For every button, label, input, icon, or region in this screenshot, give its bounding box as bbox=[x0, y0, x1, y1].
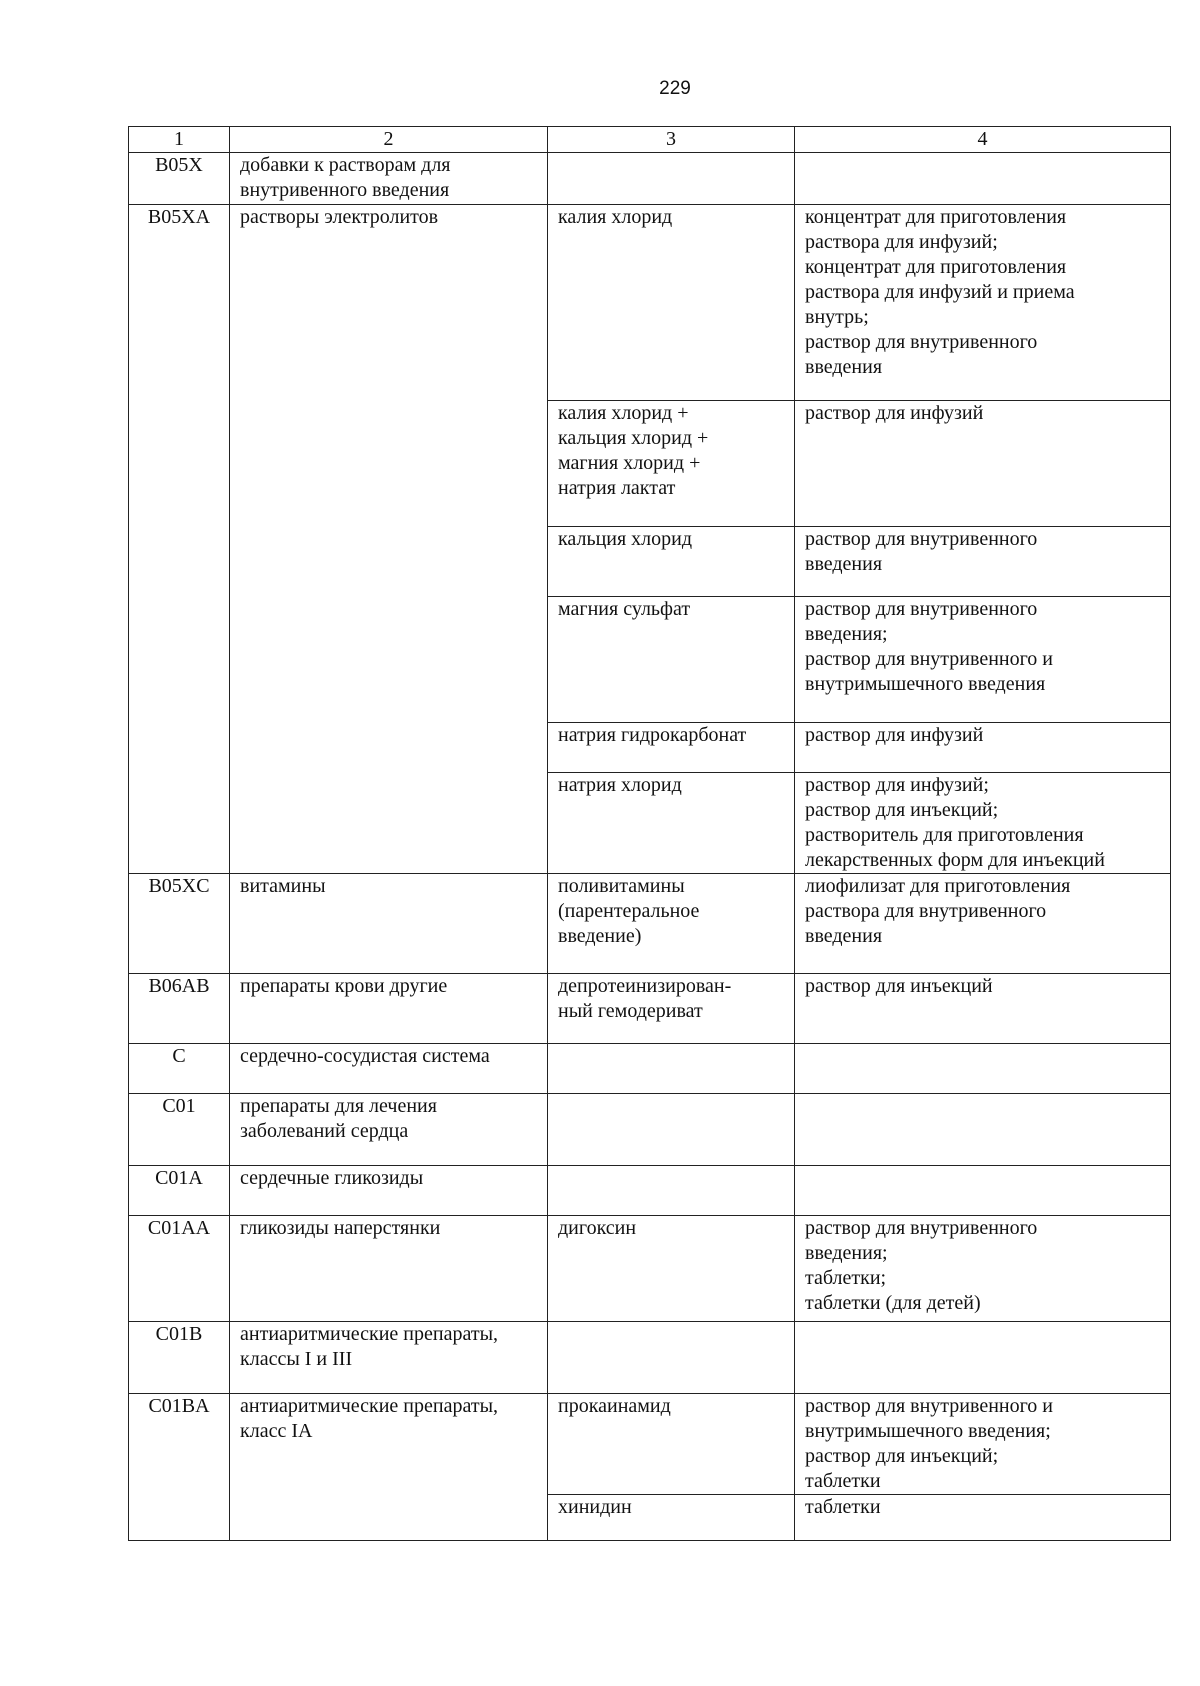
group-text-line: сердечные гликозиды bbox=[240, 1167, 424, 1189]
dosage-form-line: введения bbox=[805, 553, 883, 575]
drug-name-cell bbox=[548, 401, 795, 527]
dosage-form-cell bbox=[795, 1322, 1171, 1394]
dosage-form-line: таблетки (для детей) bbox=[805, 1292, 981, 1314]
table-row bbox=[129, 874, 1171, 974]
dosage-form-line: растворитель для приготовления bbox=[805, 824, 1084, 846]
dosage-form-line: раствор для внутривенного и bbox=[805, 648, 1054, 670]
drug-name-cell bbox=[548, 1216, 795, 1322]
dosage-form-cell bbox=[795, 1166, 1171, 1216]
anatomical-group-cell bbox=[230, 153, 548, 205]
drug-name-cell bbox=[548, 527, 795, 597]
dosage-form-line: раствор для внутривенного bbox=[805, 528, 1038, 550]
group-text-line: класс IA bbox=[240, 1420, 313, 1442]
atc-code: C01A bbox=[155, 1167, 203, 1189]
dosage-form-line: концентрат для приготовления bbox=[805, 256, 1067, 278]
group-text-line: классы I и III bbox=[240, 1348, 353, 1370]
dosage-form-cell bbox=[795, 153, 1171, 205]
column-header: 4 bbox=[795, 127, 1171, 153]
anatomical-group-cell bbox=[230, 874, 548, 974]
drug-name-cell bbox=[548, 1166, 795, 1216]
dosage-form-cell bbox=[795, 527, 1171, 597]
dosage-form-line: раствор для внутривенного и bbox=[805, 1395, 1054, 1417]
table-row bbox=[129, 974, 1171, 1044]
atc-code: C01AA bbox=[147, 1217, 211, 1239]
dosage-form-line: раствор для внутривенного bbox=[805, 598, 1038, 620]
dosage-form-cell bbox=[795, 597, 1171, 723]
dosage-form-cell bbox=[795, 1495, 1171, 1541]
atc-code-cell bbox=[129, 1044, 230, 1094]
group-text-line: сердечно-сосудистая система bbox=[240, 1045, 490, 1067]
anatomical-group-cell bbox=[230, 1094, 548, 1166]
atc-code-cell bbox=[129, 874, 230, 974]
table-row bbox=[129, 1216, 1171, 1322]
group-text-line: антиаритмические препараты, bbox=[240, 1395, 499, 1417]
drug-name-line: ный гемодериват bbox=[558, 1000, 703, 1022]
dosage-form-line: введения bbox=[805, 925, 883, 947]
drug-name-cell bbox=[548, 597, 795, 723]
group-text-line: растворы электролитов bbox=[240, 206, 439, 228]
atc-code-cell bbox=[129, 1322, 230, 1394]
table-row bbox=[129, 1044, 1171, 1094]
anatomical-group-cell bbox=[230, 1166, 548, 1216]
atc-code: C bbox=[172, 1045, 186, 1067]
anatomical-group-cell bbox=[230, 1322, 548, 1394]
dosage-form-line: введения bbox=[805, 356, 883, 378]
anatomical-group-cell bbox=[230, 1216, 548, 1322]
anatomical-group-cell bbox=[230, 974, 548, 1044]
atc-code: B05XA bbox=[147, 206, 211, 228]
drug-name-line: кальция хлорид bbox=[558, 528, 693, 550]
drug-name-cell bbox=[548, 1495, 795, 1541]
dosage-form-line: введения; bbox=[805, 623, 888, 645]
dosage-form-cell bbox=[795, 1216, 1171, 1322]
drug-name-cell bbox=[548, 205, 795, 401]
table-row bbox=[129, 1166, 1171, 1216]
atc-code: C01 bbox=[162, 1095, 196, 1117]
drug-name-line: натрия лактат bbox=[558, 477, 676, 499]
dosage-form-line: внутримышечного введения bbox=[805, 673, 1046, 695]
group-text-line: заболеваний сердца bbox=[240, 1120, 409, 1142]
dosage-form-line: лекарственных форм для инъекций bbox=[805, 849, 1105, 871]
drug-name-cell bbox=[548, 1094, 795, 1166]
dosage-form-line: раствора для инфузий и приема bbox=[805, 281, 1075, 303]
atc-code-cell bbox=[129, 1094, 230, 1166]
group-text-line: внутривенного введения bbox=[240, 179, 450, 201]
atc-code: B06AB bbox=[148, 975, 210, 997]
dosage-form-line: введения; bbox=[805, 1242, 888, 1264]
drug-name-line: дигоксин bbox=[558, 1217, 637, 1239]
atc-code-cell bbox=[129, 1166, 230, 1216]
atc-code: B05X bbox=[155, 154, 203, 176]
dosage-form-line: раствор для инъекций; bbox=[805, 1445, 999, 1467]
page-number: 229 bbox=[659, 78, 691, 99]
group-text-line: гликозиды наперстянки bbox=[240, 1217, 441, 1239]
drug-name-line: магния сульфат bbox=[558, 598, 691, 620]
dosage-form-cell bbox=[795, 723, 1171, 773]
table-row bbox=[129, 153, 1171, 205]
drug-name-line: поливитамины bbox=[558, 875, 685, 897]
dosage-form-line: раствор для внутривенного bbox=[805, 1217, 1038, 1239]
anatomical-group-cell bbox=[230, 205, 548, 874]
dosage-form-line: концентрат для приготовления bbox=[805, 206, 1067, 228]
dosage-form-line: внутрь; bbox=[805, 306, 869, 328]
atc-code-cell bbox=[129, 974, 230, 1044]
drug-name-line: магния хлорид + bbox=[558, 452, 701, 474]
drug-name-line: депротеинизирован- bbox=[558, 975, 732, 997]
group-text-line: антиаритмические препараты, bbox=[240, 1323, 499, 1345]
drug-name-line: натрия гидрокарбонат bbox=[558, 724, 747, 746]
drug-name-cell bbox=[548, 723, 795, 773]
table-row bbox=[129, 1322, 1171, 1394]
table-row bbox=[129, 1094, 1171, 1166]
atc-code: B05XC bbox=[148, 875, 210, 897]
drug-name-line: хинидин bbox=[558, 1496, 632, 1518]
group-text-line: витамины bbox=[240, 875, 326, 897]
drug-name-cell bbox=[548, 153, 795, 205]
column-header: 3 bbox=[548, 127, 795, 153]
dosage-form-line: раствора для инфузий; bbox=[805, 231, 998, 253]
drug-name-cell bbox=[548, 974, 795, 1044]
dosage-form-line: раствора для внутривенного bbox=[805, 900, 1047, 922]
dosage-form-cell bbox=[795, 773, 1171, 874]
atc-code: C01BA bbox=[148, 1395, 210, 1417]
drug-name-line: введение) bbox=[558, 925, 642, 947]
drug-name-line: калия хлорид bbox=[558, 206, 673, 228]
drug-name-line: кальция хлорид + bbox=[558, 427, 709, 449]
column-header: 2 bbox=[230, 127, 548, 153]
drug-name-cell bbox=[548, 1322, 795, 1394]
dosage-form-line: таблетки; bbox=[805, 1267, 887, 1289]
dosage-form-cell bbox=[795, 974, 1171, 1044]
table-row bbox=[129, 1394, 1171, 1495]
dosage-form-cell bbox=[795, 1044, 1171, 1094]
anatomical-group-cell bbox=[230, 1394, 548, 1541]
dosage-form-line: раствор для инфузий bbox=[805, 724, 984, 746]
dosage-form-line: раствор для внутривенного bbox=[805, 331, 1038, 353]
dosage-form-line: раствор для инъекций bbox=[805, 975, 993, 997]
atc-code: C01B bbox=[155, 1323, 203, 1345]
drug-name-line: прокаинамид bbox=[558, 1395, 671, 1417]
drug-name-cell bbox=[548, 773, 795, 874]
group-text-line: добавки к растворам для bbox=[240, 154, 451, 176]
drug-name-line: калия хлорид + bbox=[558, 402, 689, 424]
atc-code-cell bbox=[129, 1394, 230, 1541]
dosage-form-cell bbox=[795, 874, 1171, 974]
atc-code-cell bbox=[129, 205, 230, 874]
dosage-form-cell bbox=[795, 205, 1171, 401]
table-header-row bbox=[129, 127, 1171, 153]
dosage-form-line: раствор для инъекций; bbox=[805, 799, 999, 821]
drug-name-line: натрия хлорид bbox=[558, 774, 682, 796]
dosage-form-cell bbox=[795, 1094, 1171, 1166]
dosage-form-line: лиофилизат для приготовления bbox=[805, 875, 1071, 897]
group-text-line: препараты для лечения bbox=[240, 1095, 437, 1117]
group-text-line: препараты крови другие bbox=[240, 975, 448, 997]
dosage-form-line: внутримышечного введения; bbox=[805, 1420, 1051, 1442]
medicines-table bbox=[128, 126, 1171, 1541]
column-header: 1 bbox=[129, 127, 230, 153]
drug-name-cell bbox=[548, 1044, 795, 1094]
drug-name-cell bbox=[548, 1394, 795, 1495]
dosage-form-line: раствор для инфузий; bbox=[805, 774, 989, 796]
dosage-form-line: раствор для инфузий bbox=[805, 402, 984, 424]
anatomical-group-cell bbox=[230, 1044, 548, 1094]
drug-name-line: (парентеральное bbox=[558, 900, 700, 922]
atc-code-cell bbox=[129, 153, 230, 205]
table-row bbox=[129, 205, 1171, 401]
drug-name-cell bbox=[548, 874, 795, 974]
atc-code-cell bbox=[129, 1216, 230, 1322]
dosage-form-line: таблетки bbox=[805, 1496, 881, 1518]
dosage-form-cell bbox=[795, 401, 1171, 527]
dosage-form-cell bbox=[795, 1394, 1171, 1495]
dosage-form-line: таблетки bbox=[805, 1470, 881, 1492]
